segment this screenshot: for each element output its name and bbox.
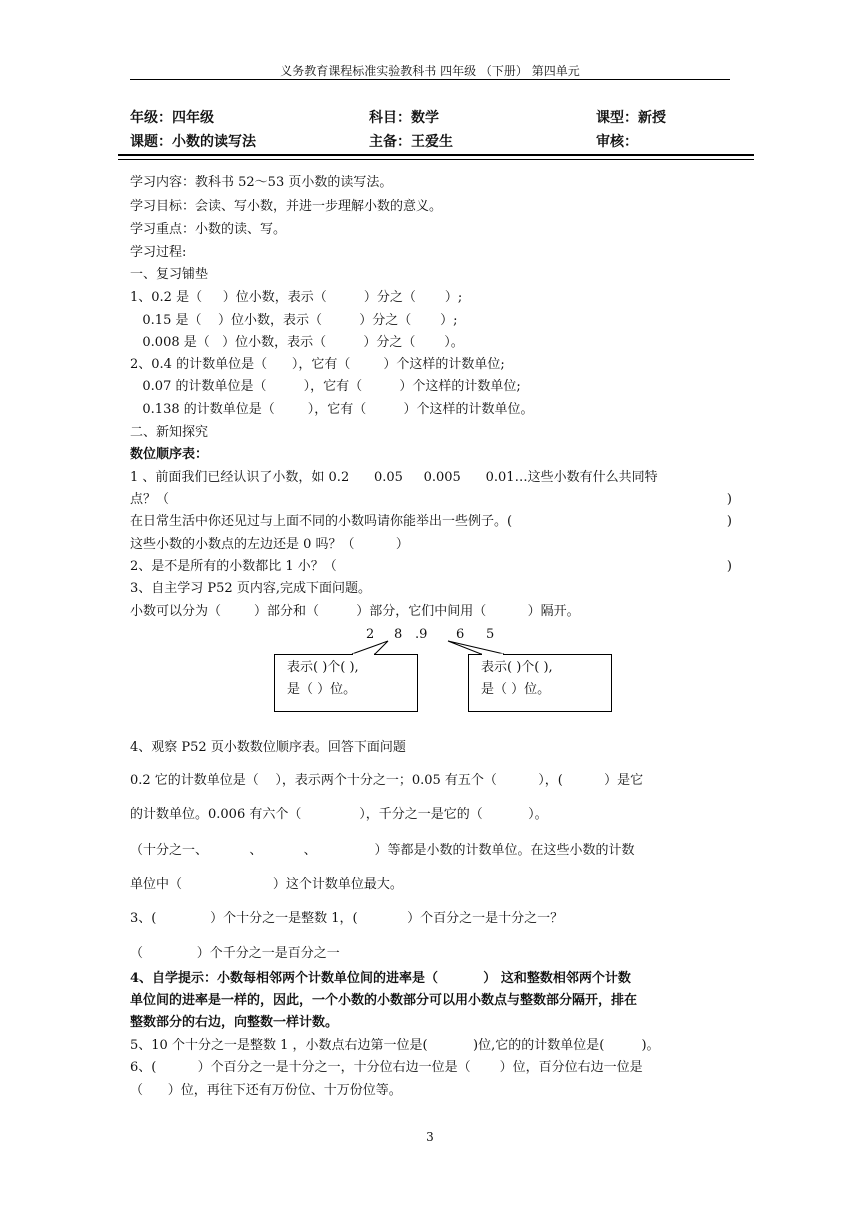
q6-line2: （ ）位，再往下还有万份位、十万份位等。 — [130, 1083, 402, 1098]
review-q2b: 0.07 的计数单位是（ ），它有（ ）个这样的计数单位; — [130, 379, 521, 394]
q4-line1: 0.2 它的计数单位是（ ），表示两个十分之一；0.05 有五个（ ），( ）是它 — [130, 773, 644, 788]
callout-left-line2: 是（ ）位。 — [287, 682, 357, 697]
callout-left-pointer — [352, 641, 388, 655]
q4-line3: （十分之一、 、 、 ）等都是小数的计数单位。在这些小数的计数 — [130, 843, 635, 858]
review-q1c: 0.008 是（ ）位小数，表示（ ）分之（ ）。 — [130, 335, 464, 350]
author: 主备：王爱生 — [369, 134, 453, 150]
subject: 科目：数学 — [369, 110, 439, 126]
digit-6: 6 — [456, 627, 465, 642]
q3-line1: 3、( ）个十分之一是整数 1，( ）个百分之一是十分之一？ — [130, 911, 564, 926]
decimal-point-9: .9 — [415, 627, 428, 642]
explore-q1-examples: 在日常生活中你还见过与上面不同的小数吗请你能举出一些例子。( ) — [130, 514, 732, 529]
review-q2c: 0.138 的计数单位是（ ），它有（ ）个这样的计数单位。 — [130, 402, 534, 417]
callout-right-line2: 是（ ）位。 — [481, 682, 551, 697]
explore-q3-parts: 小数可以分为（ ）部分和（ ）部分，它们中间用（ ）隔开。 — [130, 604, 580, 619]
explore-q2: 2、是不是所有的小数都比 1 小？（ ) — [130, 559, 732, 574]
q6-line1: 6、( ）个百分之一是十分之一，十分位右边一位是（ ）位，百分位右边一位是 — [130, 1060, 643, 1075]
explore-q3: 3、自主学习 P52 页内容,完成下面问题。 — [130, 581, 371, 596]
study-content: 学习内容：教科书 52～53 页小数的读写法。 — [130, 175, 393, 190]
page-number: 3 — [426, 1130, 434, 1144]
digit-5: 5 — [486, 627, 495, 642]
section-explore: 二、新知探究 — [130, 425, 209, 440]
grade: 年级：四年级 — [130, 110, 214, 126]
q5: 5、10 个十分之一是整数 1 ，小数点右边第一位是( )位,它的的计数单位是( )。 — [130, 1038, 660, 1053]
review-q2a: 2、0.4 的计数单位是（ ），它有（ ）个这样的计数单位; — [130, 357, 505, 372]
study-process: 学习过程: — [130, 245, 187, 260]
q4-line2: 的计数单位。0.006 有六个（ ），千分之一是它的（ ）。 — [130, 807, 548, 822]
topic: 课题：小数的读写法 — [130, 134, 256, 150]
review: 审核： — [596, 134, 638, 150]
hint-line2: 单位间的进率是一样的，因此，一个小数的小数部分可以用小数点与整数部分隔开，排在 — [130, 993, 638, 1008]
lesson-type: 课型：新授 — [596, 110, 666, 126]
review-q1b: 0.15 是（ ）位小数，表示（ ）分之（ ）; — [130, 313, 458, 328]
q4-line4: 单位中（ ）这个计数单位最大。 — [130, 877, 403, 892]
explore-q1-left-zero: 这些小数的小数点的左边还是 0 吗？（ ） — [130, 537, 409, 552]
review-q1a: 1、0.2 是（ ）位小数，表示（ ）分之（ ）; — [130, 290, 463, 305]
explore-q1: 1 、前面我们已经认识了小数，如 0.2 0.05 0.005 0.01…这些小数有什么共同特 — [130, 470, 658, 485]
digit-8: 8 — [394, 627, 403, 642]
callout-left-line1: 表示( )个( ), — [287, 660, 359, 675]
callout-right-pointer — [448, 641, 504, 655]
hint-line3: 整数部分的右边，向整数一样计数。 — [130, 1015, 339, 1030]
study-goal: 学习目标：会读、写小数，并进一步理解小数的意义。 — [130, 199, 443, 214]
place-value-heading: 数位顺序表： — [130, 447, 209, 462]
digit-2: 2 — [366, 627, 375, 642]
study-focus: 学习重点：小数的读、写。 — [130, 222, 287, 237]
q4-observe: 4、观察 P52 页小数数位顺序表。回答下面问题 — [130, 740, 406, 755]
hint-line1: 4、自学提示：小数每相邻两个计数单位间的进率是（ ） 这和整数相邻两个计数 — [130, 971, 631, 986]
page-header: 义务教育课程标准实验教科书 四年级 （下册） 第四单元 — [280, 64, 580, 78]
explore-q1-cont: 点？（ ) — [130, 492, 732, 507]
section-review: 一、复习铺垫 — [130, 267, 209, 282]
callout-right-line1: 表示( )个( ), — [481, 660, 553, 675]
q3-line2: （ ）个千分之一是百分之一 — [130, 946, 340, 961]
